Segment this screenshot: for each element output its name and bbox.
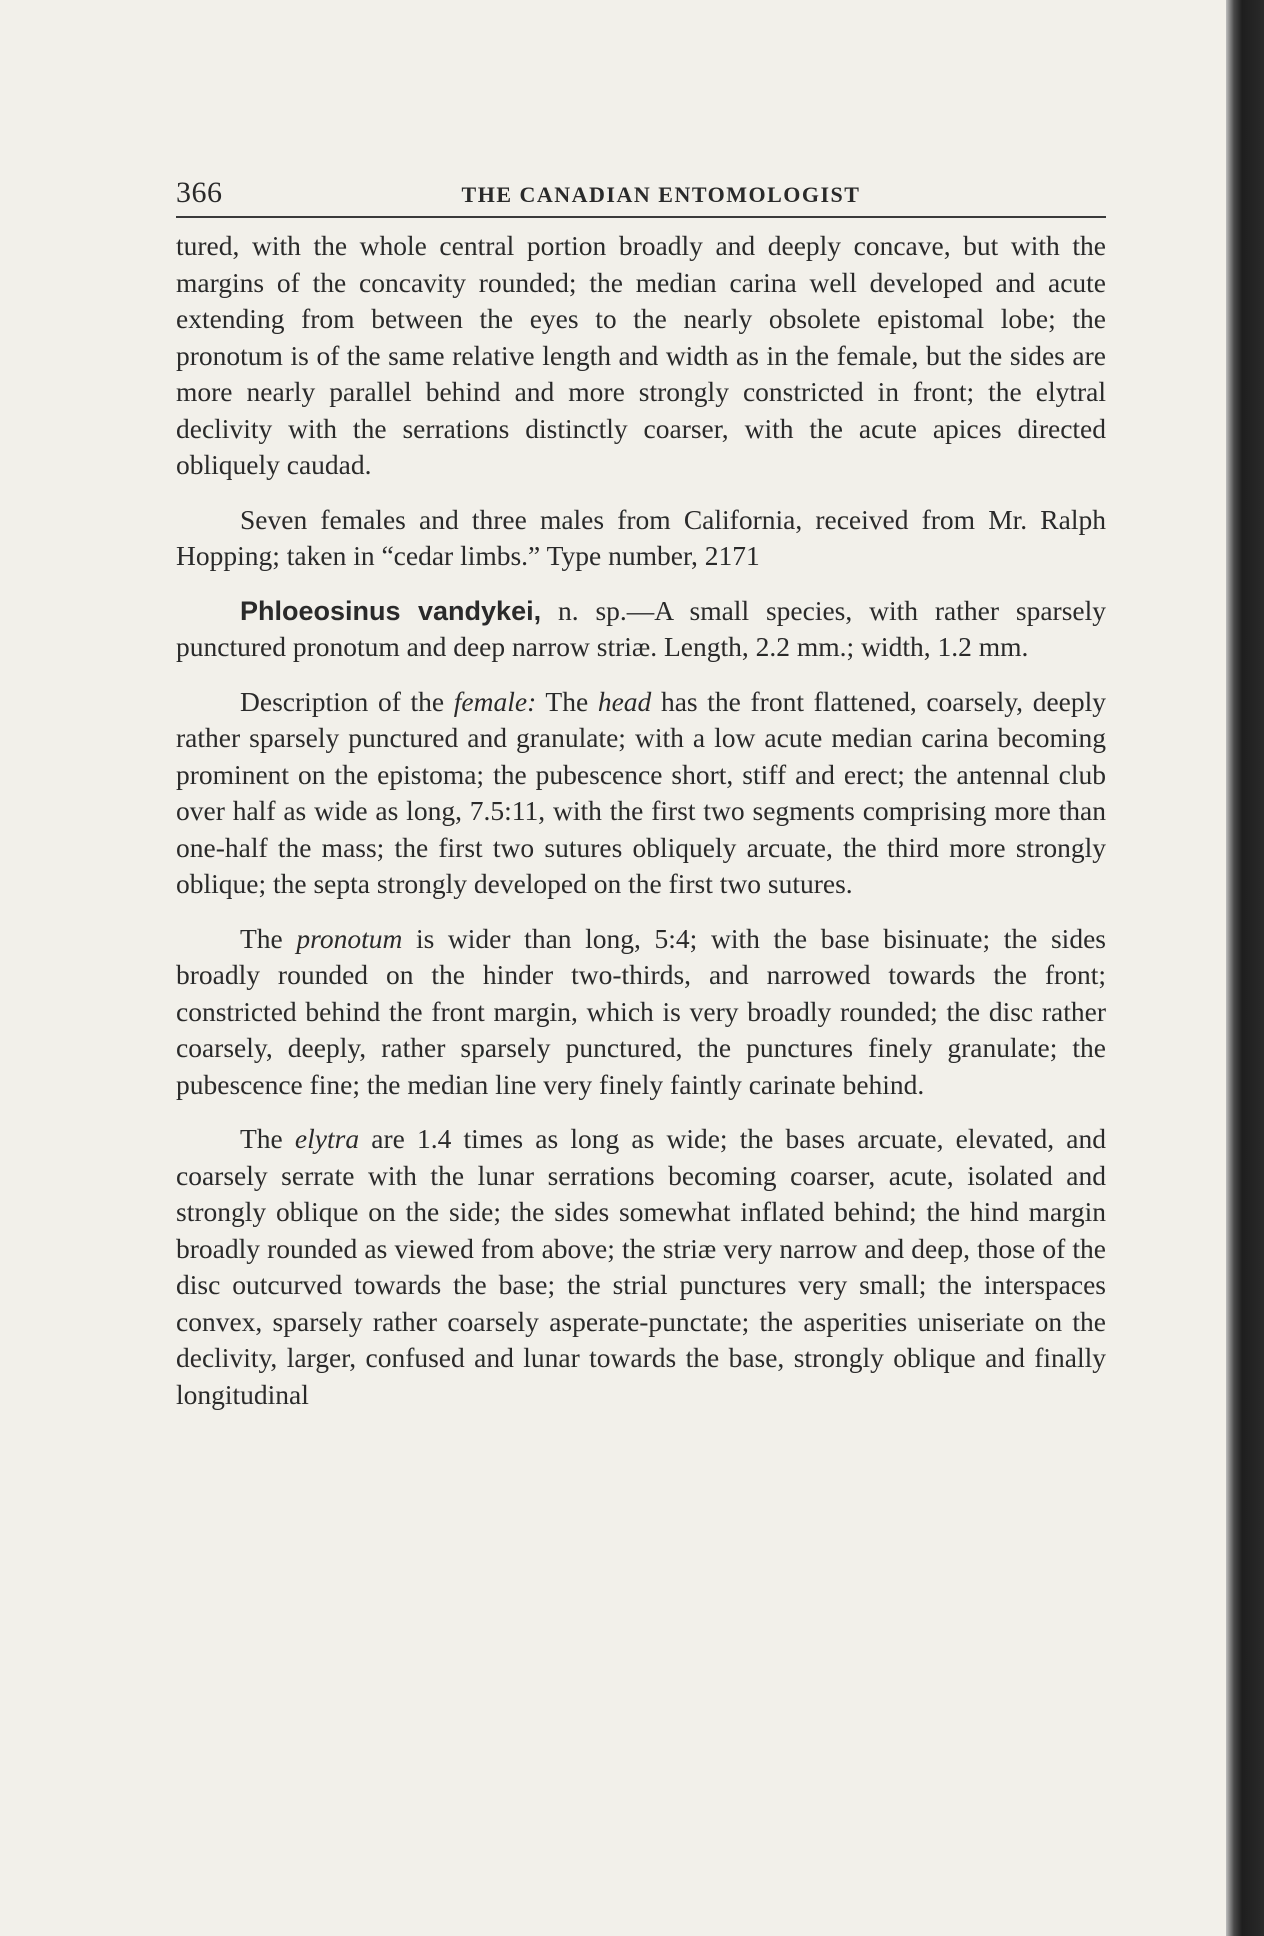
journal-page [176,176,1106,1413]
page-number: 366 [176,176,223,209]
paragraph-species-heading [176,593,1106,666]
italic-term-female: female: [453,685,537,717]
species-diagnosis: n. sp.—A small species, with rather sparsely punctured pronotum and deep narrow striæ. Length, 2.2 mm.; width, 1.2 mm. [176,594,1106,662]
italic-term-head: head [597,685,652,717]
page-body [176,228,1106,1413]
paragraph-continued: tured, with the whole central portion broadly and deeply concave, but with the margins of the concavity rounded; the median carina well developed and acute extending from between the eyes to the nearly obsolete epistomal lobe; the pronotum is of the same relative length and width as in the female, but the sides are more nearly parallel behind and more strongly constricted in front; the elytral declivity with the serrations distinctly coarser, with the acute apices directed obliquely caudad. [176,230,1106,480]
italic-term-pronotum: pronotum [296,922,403,954]
text-run: The [240,1123,295,1154]
page-header [176,176,1106,218]
text-run: The [536,685,598,717]
text-run: The [240,922,297,954]
text-run: Description of the [240,685,454,717]
paragraph-type-material: Seven females and three males from California, received from Mr. Ralph Hopping; taken in “cedar limbs.” Type number, 2171 [176,503,1106,571]
paragraph-elytra [176,1121,1106,1413]
running-head: THE CANADIAN ENTOMOLOGIST [461,182,861,207]
text-run: is wider than long, 5:4; with the base bisinuate; the sides broadly rounded on the hinder two-thirds, and narrowed towards the front; constricted behind the front margin, which is very broadly rounded; the disc rather coarsely, deeply, rather sparsely punctured, the punctures finely granulate; the pubescence fine; the median line very finely faintly carinate behind. [176,922,1106,1100]
italic-term-elytra: elytra [294,1123,360,1154]
page-gutter-shadow [1226,0,1264,1936]
paragraph-female-head [176,684,1106,903]
text-run: has the front flattened, coarsely, deeply rather sparsely punctured and granulate; with a low acute median carina becoming prominent on the epistoma; the pubescence short, stiff and erect; the antennal club over half as wide as long, 7.5:11, with the first two segments comprising more than one-half the mass; the first two sutures obliquely arcuate, the third more strongly oblique; the septa strongly developed on the first two sutures. [176,685,1107,899]
text-run: are 1.4 times as long as wide; the bases arcuate, elevated, and coarsely serrate with the lunar serrations becoming coarser, acute, isolated and strongly oblique on the side; the sides somewhat inflated behind; the hind margin broadly rounded as viewed from above; the striæ very narrow and deep, those of the disc outcurved towards the base; the strial punctures very small; the interspaces convex, sparsely rather coarsely asperate-punctate; the asperities uniseriate on the declivity, larger, confused and lunar towards the base, strongly oblique and finally longitudinal [176,1123,1106,1410]
paragraph-pronotum [176,921,1106,1104]
species-name: Phloeosinus vandykei, [240,595,542,626]
